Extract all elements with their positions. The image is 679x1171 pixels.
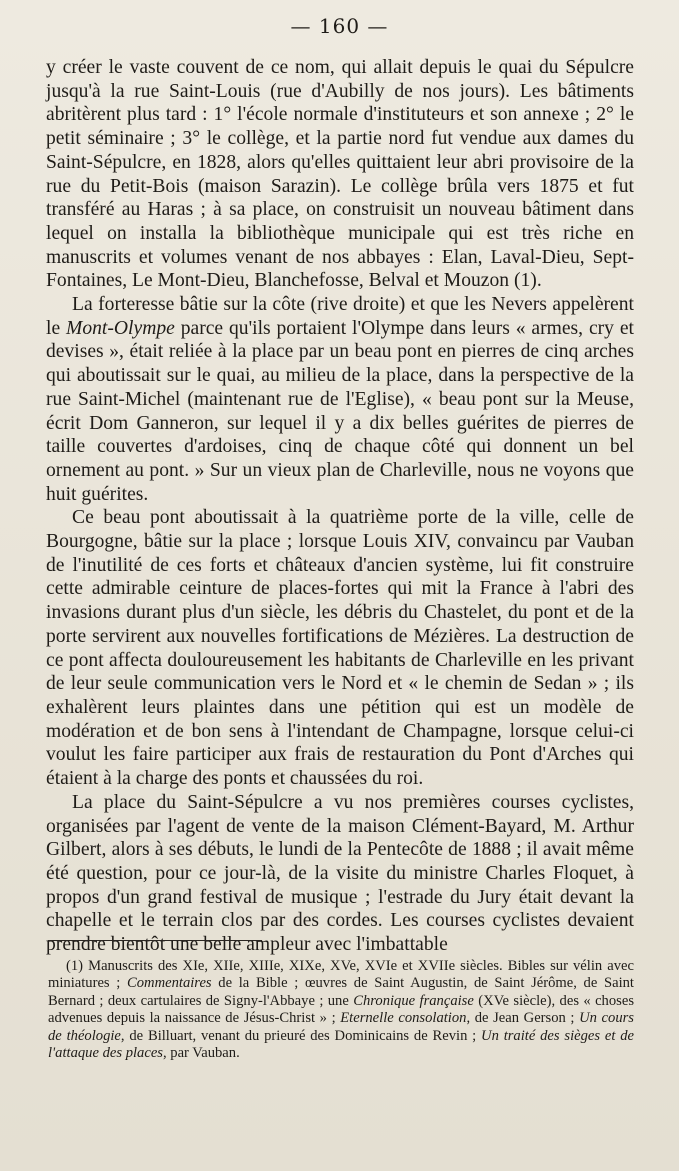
italic-text: Mont-Olympe — [66, 317, 175, 339]
text-run: La forteresse bâtie sur la côte (rive droite) et que les Nevers appelèrent le — [46, 294, 634, 339]
text-run: (XVe siècle), des « choses advenues depuis la naissance de Jésus-Christ » ; — [48, 992, 634, 1027]
text-run: de la Bible ; œuvres de Saint Augustin, de Saint Jérôme, de Saint Bernard ; deux cartulaires de Signy-l'Abbaye ; une — [48, 975, 634, 1009]
text-run: (1) Manuscrits des XIe, XIIe, XIIIe, XIXe, XVe, XVIe et XVIIe siècles. Bibles sur vélin avec miniatures ; — [48, 958, 634, 992]
paragraph — [46, 791, 634, 957]
italic-text: Chronique française — [353, 992, 474, 1009]
text-run: Ce beau pont aboutissait à la quatrième porte de la ville, celle de Bourgogne, bâtie sur la place ; lorsque Louis XIV, convaincu par Vauban de l'inutilité de ces forts et châteaux d'ancien système, lui fit construire cette admirable ceinture de places-fortes qui mit la France à l'abri des invasions durant plus d'un siècle, les débris du Chastelet, du pont et de la porte servirent aux nouvelles fortifications de Mézières. La destruction de ce pont affecta douloureusement les habitants de Charleville en les privant de leur seule communication vers le Nord et « le chemin de Sedan » ; ils exhalèrent leurs plaintes dans une pétition qui est un modèle de modération et de bon sens à l'intendant de Champagne, lorsque celui-ci voulut les faire participer aux frais de restauration du Pont d'Arches qui étaient à la charge des ponts et chaussées du roi. — [46, 507, 634, 790]
italic-text: Un traité des sièges et de l'attaque des places — [48, 1027, 634, 1062]
text-run: y créer le vaste couvent de ce nom, qui allait depuis le quai du Sépulcre jusqu'à la rue Saint-Louis (rue d'Aubilly de nos jours). Les bâtiments abritèrent plus tard : 1° l'école normale d'instituteurs et son annexe ; 2° le petit séminaire ; 3° le collège, et la partie nord fut vendue aux dames du Saint-Sépulcre, en 1828, alors qu'elles quittaient leur abri provisoire de la rue du Petit-Bois (maison Sarazin). Le collège brûla vers 1875 et fut transféré au Haras ; à sa place, on construisit un nouveau bâtiment dans lequel on installa la bibliothèque municipale qui est très riche en manuscrits et volumes venant de nos abbayes : Elan, Laval-Dieu, Sept-Fontaines, Le Mont-Dieu, Blanchefosse, Belval et Mouzon (1). — [46, 57, 634, 292]
italic-text: Un cours de théologie — [48, 1010, 634, 1044]
text-run: La place du Saint-Sépulcre a vu nos premières courses cyclistes, organisées par l'agent de vente de la maison Clément-Bayard, M. Arthur Gilbert, alors à ses débuts, le lundi de la Pentecôte de 1888 ; il avait même été question, pour ce jour-là, de la visite du ministre Charles Floquet, à propos d'un grand festival de musique ; l'estrade du Jury était devant la chapelle et le terrain clos par des cordes. Les courses cyclistes devaient prendre bientôt une belle ampleur avec l'imbattable — [46, 791, 634, 956]
footnote — [48, 958, 634, 1062]
italic-text: Eternelle consolation — [340, 1010, 467, 1027]
italic-text: Commentaires — [127, 975, 212, 992]
body-text — [46, 56, 634, 957]
paragraph — [46, 56, 634, 293]
page-number: — 160 — — [290, 14, 389, 38]
footnote-text — [48, 958, 634, 1062]
paragraph — [46, 293, 634, 506]
paragraph — [46, 506, 634, 790]
text-run: , par Vauban. — [162, 1045, 240, 1062]
text-run: , de Billuart, venant du prieuré des Dominicains de Revin ; — [120, 1027, 482, 1044]
footnote-separator — [48, 940, 262, 941]
text-run: , de Jean Gerson ; — [466, 1010, 580, 1027]
text-run: parce qu'ils portaient l'Olympe dans leurs « armes, cry et devises », était reliée à la place par un beau pont en pierres de cinq arches qui aboutissait sur le quai, au milieu de la place, dans la perspective de la rue Saint-Michel (maintenant rue de l'Eglise), « beau pont sur la Meuse, écrit Dom Ganneron, sur lequel il y a dix belles guérites de pierres de taille couvertes d'ardoises, cinq de chaque côté qui donnent un bel ornement au pont. » Sur un vieux plan de Charleville, nous ne voyons que huit guérites. — [46, 317, 634, 505]
